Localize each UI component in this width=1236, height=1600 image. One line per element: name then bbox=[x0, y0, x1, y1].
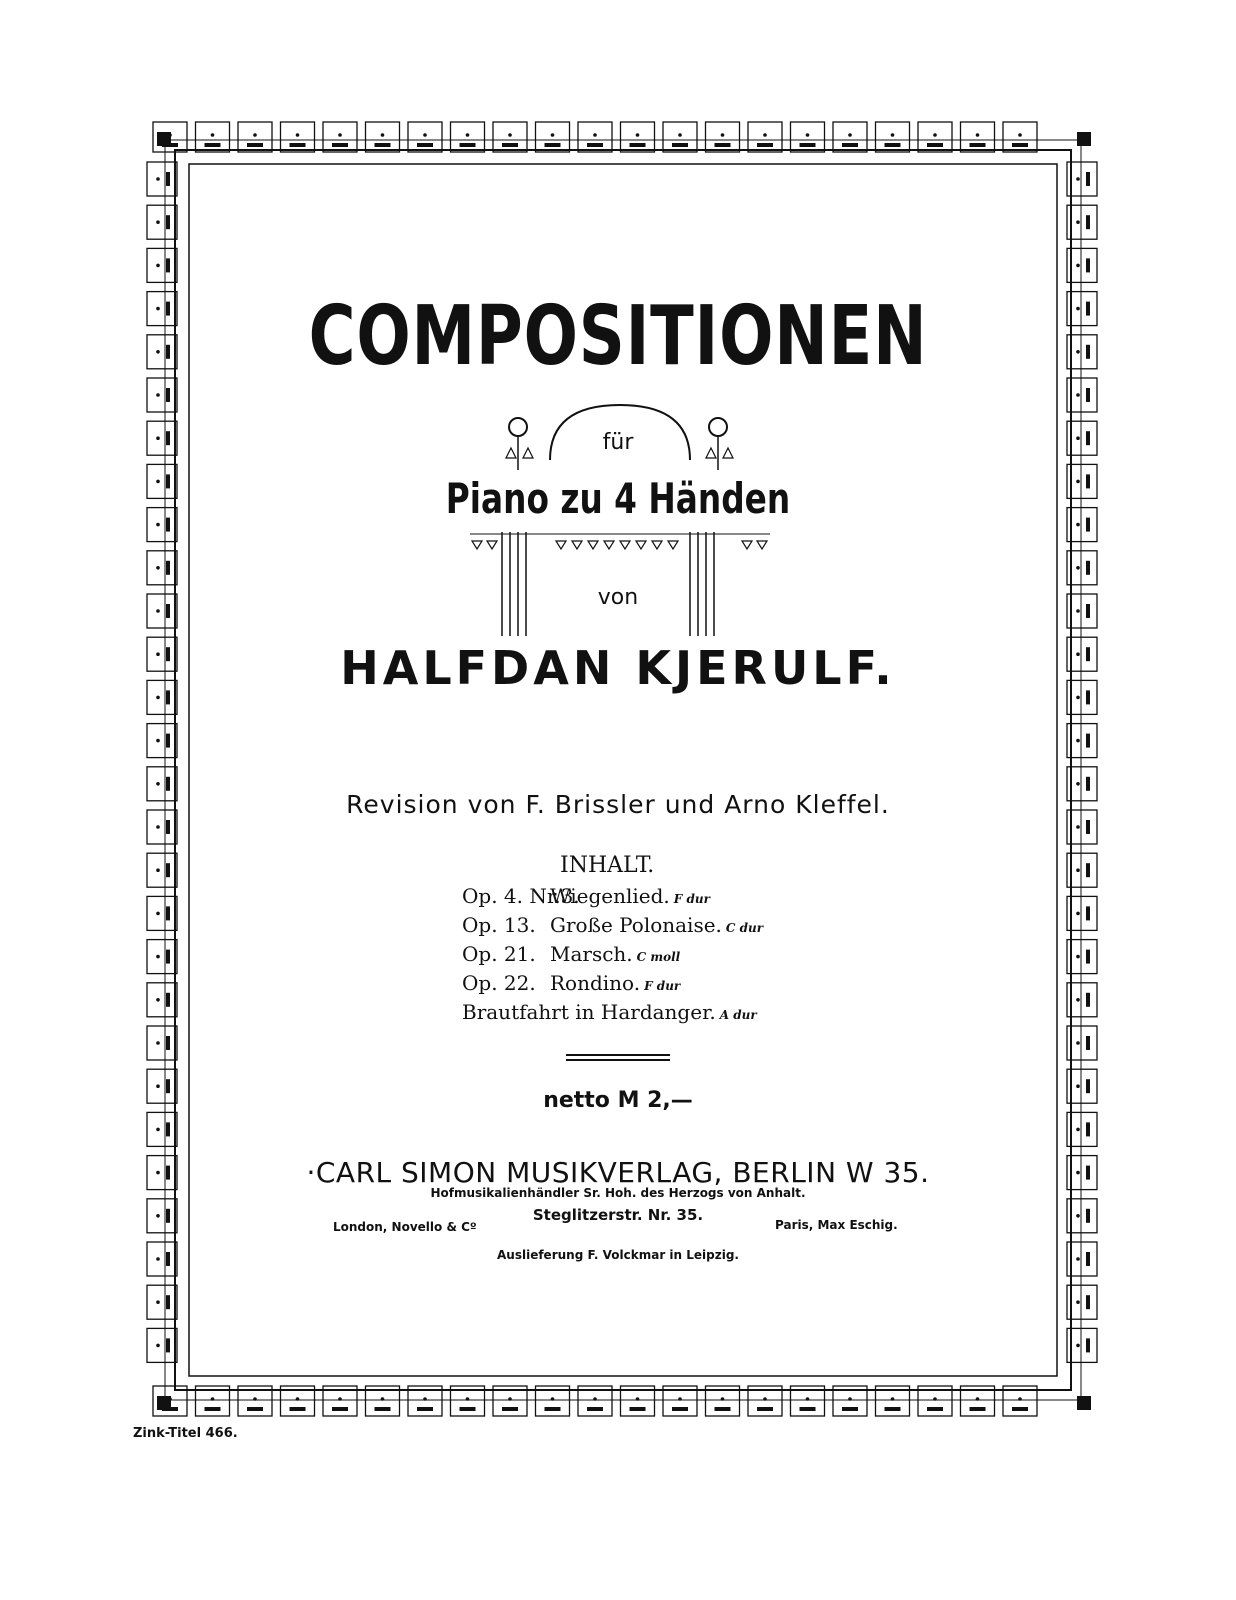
border-tile-dot bbox=[466, 1397, 470, 1401]
border-tile-mark bbox=[166, 1338, 170, 1352]
border-tile-dot bbox=[1076, 264, 1080, 268]
piece-key: A dur bbox=[719, 1008, 757, 1022]
border-tile-dot bbox=[721, 1397, 725, 1401]
triangle-ornament bbox=[668, 541, 678, 549]
piece-title: Rondino. bbox=[550, 971, 641, 995]
publisher-address: Steglitzerstr. Nr. 35. bbox=[532, 1206, 704, 1224]
border-tile bbox=[147, 205, 177, 239]
border-tile bbox=[281, 122, 315, 152]
border-tile-dot bbox=[338, 1397, 342, 1401]
border-tile bbox=[238, 122, 272, 152]
border-tile-mark bbox=[1086, 777, 1090, 791]
triangle-ornament bbox=[636, 541, 646, 549]
border-tile-mark bbox=[502, 1407, 518, 1411]
triangle-ornament bbox=[757, 541, 767, 549]
border-tile-mark bbox=[166, 863, 170, 877]
border-tile bbox=[147, 896, 177, 930]
border-tile bbox=[578, 122, 612, 152]
border-tile-dot bbox=[156, 566, 160, 570]
contents-item bbox=[462, 884, 763, 913]
border-tile-mark bbox=[970, 1407, 986, 1411]
border-corner bbox=[1077, 132, 1091, 146]
triangle-ornament bbox=[572, 541, 582, 549]
border-tile-mark bbox=[630, 143, 646, 147]
border-tile-dot bbox=[678, 133, 682, 137]
border-tile-mark bbox=[166, 993, 170, 1007]
border-tile-dot bbox=[1076, 1300, 1080, 1304]
border-tile bbox=[147, 724, 177, 758]
border-tile-mark bbox=[715, 1407, 731, 1411]
triangle-ornament bbox=[487, 541, 497, 549]
contents-heading: INHALT. bbox=[560, 853, 655, 878]
border-tile-mark bbox=[1086, 993, 1090, 1007]
border-tile-mark bbox=[1086, 561, 1090, 575]
border-tile-dot bbox=[806, 1397, 810, 1401]
piece-key: C moll bbox=[636, 950, 681, 964]
border-tile-dot bbox=[211, 133, 215, 137]
border-tile bbox=[918, 122, 952, 152]
border-tile-dot bbox=[156, 825, 160, 829]
border-tile-dot bbox=[933, 133, 937, 137]
by-label: von bbox=[597, 585, 639, 610]
border-tile-mark bbox=[1086, 1122, 1090, 1136]
border-tile bbox=[147, 378, 177, 412]
border-tile-mark bbox=[166, 690, 170, 704]
border-tile-mark bbox=[375, 1407, 391, 1411]
border-tile-dot bbox=[156, 782, 160, 786]
border-tile-mark bbox=[460, 143, 476, 147]
border-tile-dot bbox=[1076, 177, 1080, 181]
contents-item bbox=[462, 1000, 763, 1029]
border-tile bbox=[147, 983, 177, 1017]
border-tile-mark bbox=[885, 143, 901, 147]
border-tile-mark bbox=[970, 143, 986, 147]
border-tile-dot bbox=[156, 955, 160, 959]
piece-key: C dur bbox=[725, 921, 764, 935]
triangle-ornament bbox=[588, 541, 598, 549]
border-tile bbox=[876, 122, 910, 152]
border-tile-dot bbox=[1076, 566, 1080, 570]
border-tile-mark bbox=[672, 143, 688, 147]
border-tile-dot bbox=[976, 1397, 980, 1401]
contents-list bbox=[462, 884, 763, 1029]
border-tile-dot bbox=[1076, 523, 1080, 527]
border-tile-mark bbox=[1086, 734, 1090, 748]
border-tile-dot bbox=[1076, 739, 1080, 743]
border-tile-mark bbox=[1086, 863, 1090, 877]
border-tile bbox=[961, 122, 995, 152]
border-tile-mark bbox=[166, 1036, 170, 1050]
border-tile bbox=[451, 122, 485, 152]
border-tile-dot bbox=[156, 393, 160, 397]
border-tile bbox=[147, 1328, 177, 1362]
border-tile-mark bbox=[166, 950, 170, 964]
border-tile bbox=[147, 248, 177, 282]
piece-title: Brautfahrt in Hardanger. bbox=[462, 1000, 716, 1024]
border-tile-mark bbox=[166, 1122, 170, 1136]
border-tile-mark bbox=[1012, 143, 1028, 147]
border-tile bbox=[366, 122, 400, 152]
border-tile-dot bbox=[156, 868, 160, 872]
border-tile bbox=[147, 1285, 177, 1319]
contents-item bbox=[462, 971, 763, 1000]
border-tile bbox=[147, 162, 177, 196]
divider-rule bbox=[566, 1059, 670, 1061]
piece-key: F dur bbox=[644, 979, 681, 993]
triangle-ornament bbox=[604, 541, 614, 549]
border-tile-mark bbox=[166, 1295, 170, 1309]
border-corner bbox=[1077, 1396, 1091, 1410]
border-tile-dot bbox=[1076, 1128, 1080, 1132]
border-tile-dot bbox=[296, 133, 300, 137]
border-tile-mark bbox=[166, 777, 170, 791]
border-tile-dot bbox=[1076, 696, 1080, 700]
border-tile-mark bbox=[885, 1407, 901, 1411]
border-tile-mark bbox=[166, 172, 170, 186]
border-tile bbox=[323, 122, 357, 152]
border-tile-mark bbox=[1086, 1295, 1090, 1309]
border-tile-mark bbox=[800, 1407, 816, 1411]
revision-note: Revision von F. Brissler und Arno Kleffel. bbox=[346, 790, 890, 819]
border-tile-mark bbox=[1086, 820, 1090, 834]
border-tile-dot bbox=[296, 1397, 300, 1401]
border-tile bbox=[147, 1026, 177, 1060]
border-tile-dot bbox=[1076, 825, 1080, 829]
divider-rule bbox=[566, 1054, 670, 1056]
border-tile-mark bbox=[545, 1407, 561, 1411]
border-tile-dot bbox=[1076, 1344, 1080, 1348]
border-tile-dot bbox=[551, 1397, 555, 1401]
border-tile-dot bbox=[1076, 220, 1080, 224]
border-tile-dot bbox=[253, 133, 257, 137]
border-tile bbox=[663, 122, 697, 152]
border-tile-mark bbox=[205, 143, 221, 147]
paris-agent: Paris, Max Eschig. bbox=[775, 1218, 898, 1232]
border-tile-mark bbox=[417, 143, 433, 147]
catalog-number: Zink-Titel 466. bbox=[133, 1426, 238, 1441]
border-corner bbox=[157, 132, 171, 146]
border-tile-dot bbox=[1076, 912, 1080, 916]
border-tile-mark bbox=[332, 143, 348, 147]
border-tile bbox=[706, 122, 740, 152]
border-tile-mark bbox=[166, 906, 170, 920]
border-tile-dot bbox=[156, 523, 160, 527]
border-tile bbox=[536, 122, 570, 152]
border-tile-mark bbox=[630, 1407, 646, 1411]
border-tile-mark bbox=[842, 143, 858, 147]
border-tile-mark bbox=[757, 1407, 773, 1411]
border-tile bbox=[791, 122, 825, 152]
triangle-ornament bbox=[742, 541, 752, 549]
border-tile bbox=[147, 940, 177, 974]
border-tile-mark bbox=[715, 143, 731, 147]
triangle-ornament bbox=[652, 541, 662, 549]
page-title: COMPOSITIONEN bbox=[308, 289, 928, 384]
border-tile bbox=[196, 122, 230, 152]
border-tile bbox=[147, 1112, 177, 1146]
triangle-ornament bbox=[472, 541, 482, 549]
border-tile bbox=[833, 122, 867, 152]
border-tile-mark bbox=[1086, 906, 1090, 920]
border-tile bbox=[748, 122, 782, 152]
border-tile-dot bbox=[1076, 998, 1080, 1002]
border-tile-dot bbox=[508, 1397, 512, 1401]
border-tile-dot bbox=[156, 1344, 160, 1348]
border-tile-dot bbox=[636, 1397, 640, 1401]
border-tile-mark bbox=[460, 1407, 476, 1411]
border-tile-mark bbox=[1086, 690, 1090, 704]
border-tile-dot bbox=[156, 696, 160, 700]
border-tile-mark bbox=[166, 258, 170, 272]
border-tile-dot bbox=[508, 133, 512, 137]
border-tile-dot bbox=[338, 133, 342, 137]
border-tile-mark bbox=[332, 1407, 348, 1411]
border-tile-mark bbox=[1012, 1407, 1028, 1411]
border-tile-mark bbox=[927, 143, 943, 147]
contents-item bbox=[462, 913, 763, 942]
border-tile-dot bbox=[156, 264, 160, 268]
border-tile-dot bbox=[763, 133, 767, 137]
border-tile-dot bbox=[891, 1397, 895, 1401]
border-tile-mark bbox=[587, 1407, 603, 1411]
border-tile-mark bbox=[166, 215, 170, 229]
border-tile-dot bbox=[721, 133, 725, 137]
border-tile-dot bbox=[976, 133, 980, 137]
border-tile-dot bbox=[806, 133, 810, 137]
border-tile-dot bbox=[156, 1300, 160, 1304]
price: netto M 2,— bbox=[543, 1088, 693, 1113]
border-tile-mark bbox=[842, 1407, 858, 1411]
border-tile-mark bbox=[800, 143, 816, 147]
border-tile-dot bbox=[253, 1397, 257, 1401]
border-tile-dot bbox=[156, 177, 160, 181]
purveyor-line: Hofmusikalienhändler Sr. Hoh. des Herzogs von Anhalt. bbox=[430, 1186, 806, 1200]
contents-item bbox=[462, 942, 763, 971]
border-tile-dot bbox=[1076, 1041, 1080, 1045]
opus-number: Op. 4. Nr.3. bbox=[462, 884, 580, 908]
border-tile-mark bbox=[166, 561, 170, 575]
border-tile-dot bbox=[1076, 955, 1080, 959]
border-tile bbox=[147, 551, 177, 585]
border-tile-mark bbox=[205, 1407, 221, 1411]
piece-key: F dur bbox=[673, 892, 710, 906]
distribution-note: Auslieferung F. Volckmar in Leipzig. bbox=[497, 1248, 739, 1262]
border-tile-dot bbox=[381, 133, 385, 137]
border-tile-mark bbox=[417, 1407, 433, 1411]
border-tile-dot bbox=[156, 998, 160, 1002]
border-tile-dot bbox=[1076, 782, 1080, 786]
for-label: für bbox=[602, 430, 634, 455]
triangle-ornament bbox=[556, 541, 566, 549]
border-tile-dot bbox=[156, 912, 160, 916]
border-tile-dot bbox=[1018, 1397, 1022, 1401]
border-tile-dot bbox=[551, 133, 555, 137]
subtitle: Piano zu 4 Händen bbox=[445, 474, 791, 523]
triangle-ornament bbox=[620, 541, 630, 549]
border-tile-dot bbox=[466, 133, 470, 137]
border-tile-dot bbox=[848, 1397, 852, 1401]
border-tile-dot bbox=[211, 1397, 215, 1401]
border-tile-dot bbox=[678, 1397, 682, 1401]
border-tile-dot bbox=[423, 1397, 427, 1401]
opus-number: Op. 22. bbox=[462, 971, 536, 995]
piece-title: Marsch. bbox=[550, 942, 633, 966]
border-tile-dot bbox=[156, 1128, 160, 1132]
border-tile bbox=[147, 853, 177, 887]
composer-name: HALFDAN KJERULF. bbox=[340, 641, 896, 695]
border-tile-mark bbox=[672, 1407, 688, 1411]
border-tile bbox=[408, 122, 442, 152]
border-tile-dot bbox=[593, 1397, 597, 1401]
border-tile-dot bbox=[156, 220, 160, 224]
border-tile-mark bbox=[587, 143, 603, 147]
border-tile-mark bbox=[757, 143, 773, 147]
border-tile-mark bbox=[166, 388, 170, 402]
border-tile-mark bbox=[290, 143, 306, 147]
opus-number: Op. 13. bbox=[462, 913, 536, 937]
border-tile-dot bbox=[381, 1397, 385, 1401]
border-tile-mark bbox=[1086, 258, 1090, 272]
border-corner bbox=[157, 1396, 171, 1410]
border-tile-mark bbox=[1086, 1036, 1090, 1050]
border-tile-dot bbox=[848, 133, 852, 137]
border-tile-mark bbox=[290, 1407, 306, 1411]
border-tile-mark bbox=[1086, 215, 1090, 229]
border-tile-dot bbox=[1076, 868, 1080, 872]
piece-title: Große Polonaise. bbox=[550, 913, 722, 937]
border-tile-mark bbox=[502, 143, 518, 147]
border-tile bbox=[621, 122, 655, 152]
border-tile-dot bbox=[1018, 133, 1022, 137]
border-tile-mark bbox=[1086, 950, 1090, 964]
border-tile-dot bbox=[636, 133, 640, 137]
border-tile-mark bbox=[166, 734, 170, 748]
border-tile-mark bbox=[1086, 388, 1090, 402]
border-tile-mark bbox=[247, 1407, 263, 1411]
border-tile-mark bbox=[1086, 1338, 1090, 1352]
border-tile-dot bbox=[156, 739, 160, 743]
publisher-name: ·CARL SIMON MUSIKVERLAG, BERLIN W 35. bbox=[306, 1156, 930, 1189]
border-tile-mark bbox=[927, 1407, 943, 1411]
border-tile-dot bbox=[763, 1397, 767, 1401]
border-tile-mark bbox=[166, 820, 170, 834]
border-tile-mark bbox=[545, 143, 561, 147]
border-tile-dot bbox=[423, 133, 427, 137]
border-tile-dot bbox=[593, 133, 597, 137]
border-tile bbox=[1003, 122, 1037, 152]
piece-title: Wiegenlied. bbox=[550, 884, 670, 908]
border-tile-mark bbox=[247, 143, 263, 147]
border-tile-dot bbox=[933, 1397, 937, 1401]
opus-number: Op. 21. bbox=[462, 942, 536, 966]
london-agent: London, Novello & Cº bbox=[333, 1220, 477, 1234]
border-tile-dot bbox=[891, 133, 895, 137]
border-tile-mark bbox=[1086, 172, 1090, 186]
border-tile-dot bbox=[1076, 393, 1080, 397]
border-tile bbox=[493, 122, 527, 152]
border-tile-mark bbox=[375, 143, 391, 147]
border-tile-dot bbox=[156, 1041, 160, 1045]
